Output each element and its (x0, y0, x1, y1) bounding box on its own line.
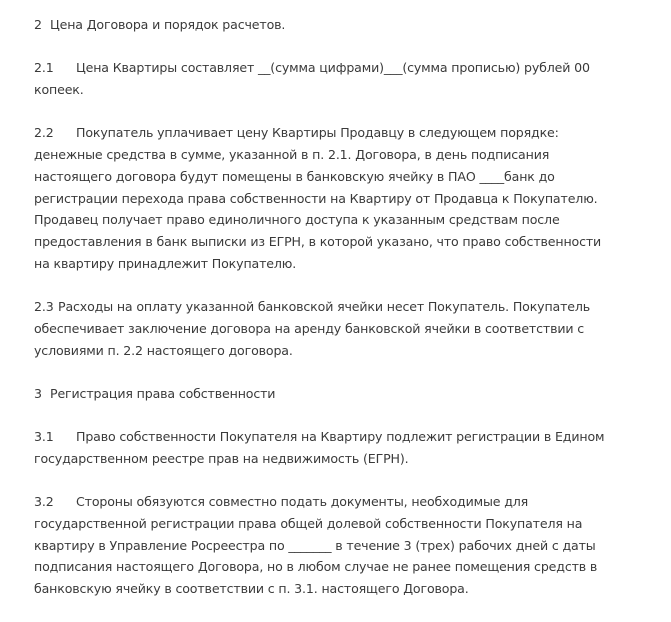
text-line (34, 426, 654, 448)
clause-text: Стороны обязуются совместно подать документы, необходимые для (76, 494, 529, 510)
text-line: квартиру в Управление Росреестра по _______ в течение 3 (трех) рабочих дней с даты (34, 537, 596, 553)
text-line (34, 296, 654, 318)
section-number: 2 (34, 17, 42, 32)
text-line (34, 383, 654, 405)
text-line: условиями п. 2.2 настоящего договора. (34, 342, 293, 358)
text-line: подписания настоящего Договора, но в любом случае не ранее помещения средств в (34, 559, 598, 575)
text-line: государственной регистрации права общей долевой собственности Покупателя на (34, 516, 583, 532)
clause-text: Цена Квартиры составляет __(сумма цифрами)___(сумма прописью) рублей 00 (76, 60, 590, 76)
text-line: регистрации перехода права собственности на Квартиру от Продавца к Покупателю. (34, 190, 598, 206)
clause-number: 2.1 (34, 60, 54, 76)
text-line (34, 14, 654, 36)
text-line: государственном реестре прав на недвижимость (ЕГРН). (34, 450, 409, 466)
clause-2-3 (34, 296, 654, 361)
clause-3-2 (34, 491, 654, 600)
text-line: Продавец получает право единоличного доступа к указанным средствам после (34, 212, 560, 228)
text-line: денежные средства в сумме, указанной в п. 2.1. Договора, в день подписания (34, 147, 550, 163)
clause-3-1 (34, 426, 654, 469)
clause-2-1 (34, 57, 654, 100)
clause-number: 2.3 (34, 299, 54, 315)
section-title: Цена Договора и порядок расчетов. (50, 17, 286, 32)
contract-document (34, 14, 654, 622)
clause-2-2 (34, 122, 654, 274)
text-line (34, 57, 654, 79)
section-heading-3 (34, 383, 654, 405)
text-line: настоящего договора будут помещены в банковскую ячейку в ПАО ____банк до (34, 168, 555, 184)
text-line: обеспечивает заключение договора на аренду банковской ячейки в соответствии с (34, 320, 585, 336)
text-line: на квартиру принадлежит Покупателю. (34, 255, 297, 271)
section-heading-2 (34, 14, 654, 36)
clause-number: 2.2 (34, 125, 54, 141)
section-title: Регистрация права собственности (50, 385, 276, 401)
text-line: банковскую ячейку в соответствии с п. 3.1. настоящего Договора. (34, 581, 469, 597)
clause-number: 3.2 (34, 494, 54, 510)
clause-text: Право собственности Покупателя на Квартиру подлежит регистрации в Едином (76, 429, 605, 445)
clause-number: 3.1 (34, 429, 54, 445)
section-number: 3 (34, 385, 42, 401)
text-line: копеек. (34, 82, 84, 98)
clause-text: Расходы на оплату указанной банковской ячейки несет Покупатель. Покупатель (58, 299, 591, 315)
text-line (34, 491, 654, 513)
text-line: предоставления в банк выписки из ЕГРН, в которой указано, что право собственности (34, 234, 602, 249)
clause-text: Покупатель уплачивает цену Квартиры Продавцу в следующем порядке: (76, 125, 559, 141)
text-line (34, 122, 654, 144)
